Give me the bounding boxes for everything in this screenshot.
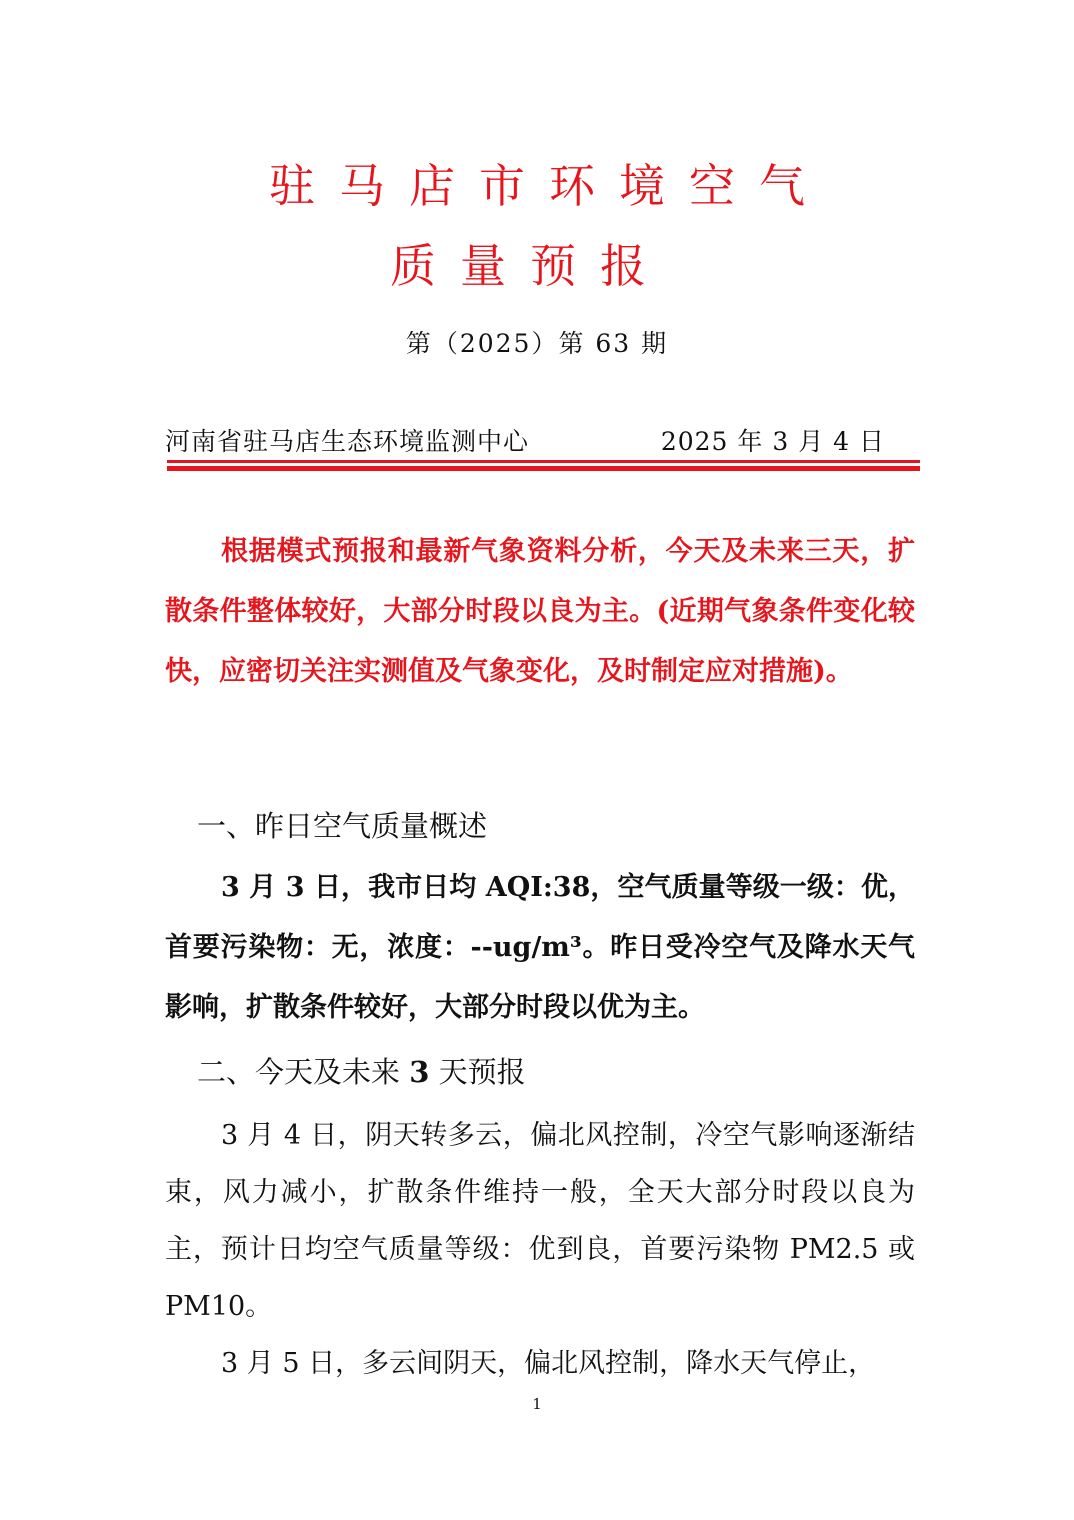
forecast-paragraph-day-2: 3 月 5 日，多云间阴天，偏北风控制，降水天气停止， bbox=[221, 1348, 876, 1379]
section-1-body: 3 月 3 日，我市日均 AQI:38，空气质量等级一级：优，首要污染物：无，浓度：--ug/m³。昨日受冷空气及降水天气影响，扩散条件较好，大部分时段以优为主。 bbox=[165, 872, 915, 1023]
header-divider-thick bbox=[167, 466, 920, 471]
forecast-paragraph-day-1: 3 月 4 日，阴天转多云，偏北风控制，冷空气影响逐渐结束，风力减小，扩散条件维持一般，全天大部分时段以良为主，预计日均空气质量等级：优到良，首要污染物 PM2.5 或 PM10。 bbox=[165, 1120, 915, 1322]
document-title-line-1: 驻马店市环境空气 bbox=[269, 159, 829, 213]
section-2-heading bbox=[197, 1050, 526, 1094]
section-2-heading-prefix: 二、今天及未来 bbox=[197, 1055, 401, 1089]
publisher-organization: 河南省驻马店生态环境监测中心 bbox=[165, 427, 530, 456]
section-1-heading: 一、昨日空气质量概述 bbox=[197, 809, 488, 843]
forecast-summary: 根据模式预报和最新气象资料分析，今天及未来三天，扩散条件整体较好，大部分时段以良为主。(近期气象条件变化较快，应密切关注实测值及气象变化，及时制定应对措施)。 bbox=[165, 536, 915, 687]
publisher-line bbox=[165, 424, 885, 460]
issue-number: 第（2025）第 63 期 bbox=[405, 329, 669, 358]
section-2-heading-suffix: 天预报 bbox=[438, 1055, 526, 1089]
section-2-heading-number: 3 bbox=[409, 1055, 430, 1089]
page-number: 1 bbox=[532, 1395, 542, 1413]
publish-date: 2025 年 3 月 4 日 bbox=[660, 427, 885, 456]
header-divider-thin bbox=[167, 460, 920, 463]
document-title-line-2: 质量预报 bbox=[390, 239, 670, 293]
